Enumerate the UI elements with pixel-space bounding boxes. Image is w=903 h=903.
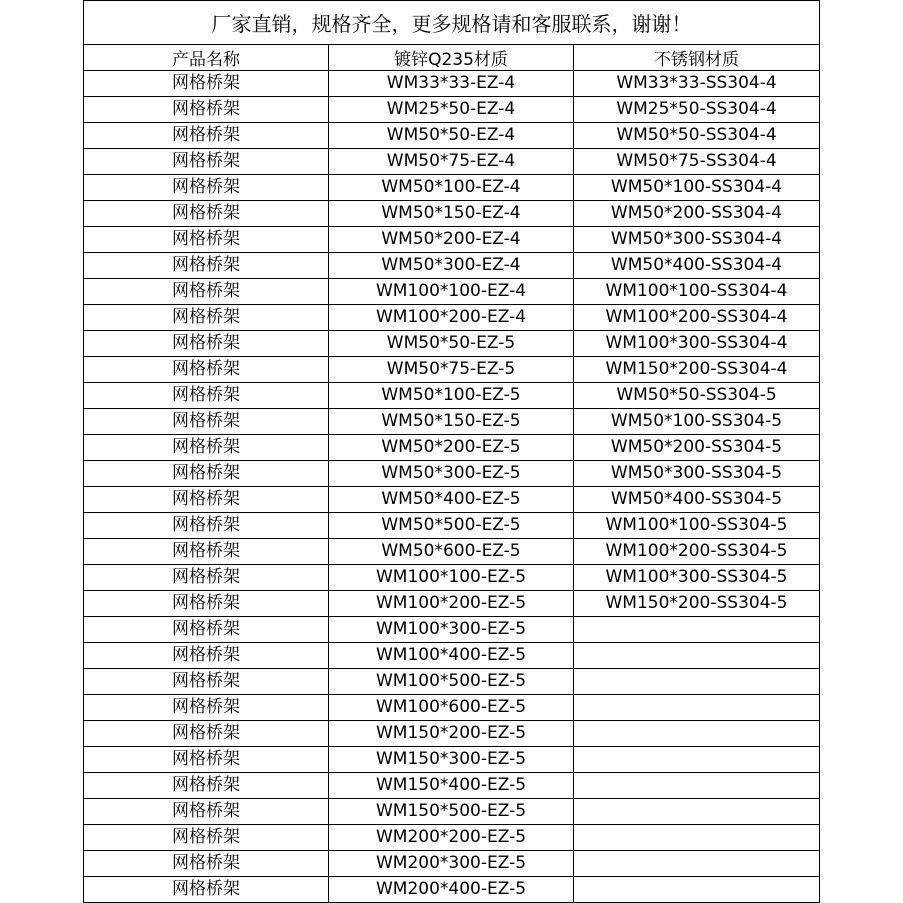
cell-galvanized-model: WM50*50-EZ-5	[329, 331, 574, 357]
cell-galvanized-model: WM100*200-EZ-5	[329, 591, 574, 617]
cell-galvanized-model: WM50*300-EZ-4	[329, 253, 574, 279]
cell-stainless-model: WM50*100-SS304-4	[574, 175, 820, 201]
cell-stainless-model: WM100*300-SS304-4	[574, 331, 820, 357]
table-row	[84, 409, 820, 435]
cell-galvanized-model: WM100*100-EZ-4	[329, 279, 574, 305]
header-product-name: 产品名称	[84, 45, 329, 71]
table-row	[84, 331, 820, 357]
cell-product-name: 网格桥架	[84, 669, 329, 695]
cell-galvanized-model: WM50*200-EZ-4	[329, 227, 574, 253]
table-row	[84, 539, 820, 565]
cell-product-name: 网格桥架	[84, 357, 329, 383]
cell-stainless-model	[574, 851, 820, 877]
cell-stainless-model	[574, 669, 820, 695]
cell-stainless-model	[574, 773, 820, 799]
cell-product-name: 网格桥架	[84, 227, 329, 253]
table-row	[84, 877, 820, 903]
table-row	[84, 71, 820, 97]
cell-galvanized-model: WM150*300-EZ-5	[329, 747, 574, 773]
cell-stainless-model: WM50*50-SS304-5	[574, 383, 820, 409]
table-body	[84, 71, 820, 903]
cell-stainless-model: WM33*33-SS304-4	[574, 71, 820, 97]
header-galvanized-q235: 镀锌Q235材质	[329, 45, 574, 71]
cell-stainless-model	[574, 877, 820, 903]
cell-galvanized-model: WM100*200-EZ-4	[329, 305, 574, 331]
cell-stainless-model	[574, 799, 820, 825]
cell-product-name: 网格桥架	[84, 825, 329, 851]
banner-text: 厂家直销，规格齐全，更多规格请和客服联系，谢谢！	[84, 1, 820, 45]
cell-product-name: 网格桥架	[84, 409, 329, 435]
table-row	[84, 175, 820, 201]
cell-stainless-model	[574, 617, 820, 643]
cell-stainless-model	[574, 643, 820, 669]
cell-galvanized-model: WM50*75-EZ-4	[329, 149, 574, 175]
cell-product-name: 网格桥架	[84, 71, 329, 97]
cell-stainless-model: WM50*300-SS304-4	[574, 227, 820, 253]
table-row	[84, 773, 820, 799]
cell-galvanized-model: WM50*100-EZ-4	[329, 175, 574, 201]
cell-product-name: 网格桥架	[84, 513, 329, 539]
cell-stainless-model: WM50*200-SS304-5	[574, 435, 820, 461]
cell-product-name: 网格桥架	[84, 565, 329, 591]
cell-stainless-model: WM50*400-SS304-5	[574, 487, 820, 513]
cell-product-name: 网格桥架	[84, 851, 329, 877]
table-row	[84, 253, 820, 279]
cell-stainless-model: WM100*200-SS304-5	[574, 539, 820, 565]
table-row	[84, 383, 820, 409]
cell-galvanized-model: WM150*400-EZ-5	[329, 773, 574, 799]
cell-galvanized-model: WM50*200-EZ-5	[329, 435, 574, 461]
header-row	[84, 45, 820, 71]
table-row	[84, 825, 820, 851]
table-row	[84, 201, 820, 227]
header-stainless-steel: 不锈钢材质	[574, 45, 820, 71]
cell-product-name: 网格桥架	[84, 877, 329, 903]
cell-product-name: 网格桥架	[84, 617, 329, 643]
table-row	[84, 747, 820, 773]
cell-product-name: 网格桥架	[84, 175, 329, 201]
cell-product-name: 网格桥架	[84, 331, 329, 357]
cell-galvanized-model: WM200*200-EZ-5	[329, 825, 574, 851]
cell-stainless-model: WM100*100-SS304-4	[574, 279, 820, 305]
table-row	[84, 695, 820, 721]
cell-stainless-model	[574, 825, 820, 851]
cell-galvanized-model: WM50*100-EZ-5	[329, 383, 574, 409]
cell-stainless-model: WM100*200-SS304-4	[574, 305, 820, 331]
cell-stainless-model	[574, 747, 820, 773]
cell-galvanized-model: WM50*600-EZ-5	[329, 539, 574, 565]
cell-galvanized-model: WM50*150-EZ-4	[329, 201, 574, 227]
cell-product-name: 网格桥架	[84, 435, 329, 461]
cell-product-name: 网格桥架	[84, 773, 329, 799]
table-row	[84, 487, 820, 513]
table-row	[84, 513, 820, 539]
table-row	[84, 149, 820, 175]
cell-product-name: 网格桥架	[84, 383, 329, 409]
cell-product-name: 网格桥架	[84, 201, 329, 227]
table-row	[84, 565, 820, 591]
cell-galvanized-model: WM25*50-EZ-4	[329, 97, 574, 123]
table-row	[84, 279, 820, 305]
cell-product-name: 网格桥架	[84, 305, 329, 331]
table-row	[84, 643, 820, 669]
cell-galvanized-model: WM50*50-EZ-4	[329, 123, 574, 149]
table-row	[84, 305, 820, 331]
table-row	[84, 435, 820, 461]
cell-product-name: 网格桥架	[84, 695, 329, 721]
cell-galvanized-model: WM50*500-EZ-5	[329, 513, 574, 539]
cell-stainless-model: WM150*200-SS304-4	[574, 357, 820, 383]
table-row	[84, 669, 820, 695]
cell-stainless-model: WM100*100-SS304-5	[574, 513, 820, 539]
table-row	[84, 799, 820, 825]
table-row	[84, 721, 820, 747]
cell-galvanized-model: WM50*150-EZ-5	[329, 409, 574, 435]
table-row	[84, 227, 820, 253]
table-row	[84, 591, 820, 617]
table-row	[84, 851, 820, 877]
cell-stainless-model: WM100*300-SS304-5	[574, 565, 820, 591]
cell-stainless-model: WM50*200-SS304-4	[574, 201, 820, 227]
cell-galvanized-model: WM100*600-EZ-5	[329, 695, 574, 721]
cell-product-name: 网格桥架	[84, 643, 329, 669]
cell-stainless-model: WM25*50-SS304-4	[574, 97, 820, 123]
table-row	[84, 123, 820, 149]
banner-row	[84, 1, 820, 45]
cell-stainless-model: WM50*75-SS304-4	[574, 149, 820, 175]
cell-product-name: 网格桥架	[84, 149, 329, 175]
cell-product-name: 网格桥架	[84, 123, 329, 149]
table-row	[84, 461, 820, 487]
cell-stainless-model: WM50*400-SS304-4	[574, 253, 820, 279]
cell-product-name: 网格桥架	[84, 591, 329, 617]
cell-product-name: 网格桥架	[84, 279, 329, 305]
cell-product-name: 网格桥架	[84, 721, 329, 747]
cell-product-name: 网格桥架	[84, 97, 329, 123]
cell-product-name: 网格桥架	[84, 539, 329, 565]
spec-table	[83, 0, 820, 903]
table-row	[84, 97, 820, 123]
cell-galvanized-model: WM100*400-EZ-5	[329, 643, 574, 669]
cell-product-name: 网格桥架	[84, 747, 329, 773]
spec-sheet	[83, 0, 819, 903]
cell-product-name: 网格桥架	[84, 799, 329, 825]
cell-product-name: 网格桥架	[84, 487, 329, 513]
cell-stainless-model	[574, 695, 820, 721]
table-row	[84, 357, 820, 383]
cell-galvanized-model: WM150*200-EZ-5	[329, 721, 574, 747]
cell-galvanized-model: WM100*100-EZ-5	[329, 565, 574, 591]
cell-product-name: 网格桥架	[84, 461, 329, 487]
cell-galvanized-model: WM100*500-EZ-5	[329, 669, 574, 695]
cell-galvanized-model: WM200*300-EZ-5	[329, 851, 574, 877]
cell-galvanized-model: WM50*75-EZ-5	[329, 357, 574, 383]
cell-galvanized-model: WM33*33-EZ-4	[329, 71, 574, 97]
cell-stainless-model: WM50*50-SS304-4	[574, 123, 820, 149]
cell-stainless-model: WM150*200-SS304-5	[574, 591, 820, 617]
cell-galvanized-model: WM150*500-EZ-5	[329, 799, 574, 825]
cell-product-name: 网格桥架	[84, 253, 329, 279]
cell-galvanized-model: WM50*300-EZ-5	[329, 461, 574, 487]
cell-stainless-model: WM50*300-SS304-5	[574, 461, 820, 487]
cell-galvanized-model: WM50*400-EZ-5	[329, 487, 574, 513]
cell-galvanized-model: WM100*300-EZ-5	[329, 617, 574, 643]
table-row	[84, 617, 820, 643]
cell-galvanized-model: WM200*400-EZ-5	[329, 877, 574, 903]
cell-stainless-model: WM50*100-SS304-5	[574, 409, 820, 435]
cell-stainless-model	[574, 721, 820, 747]
